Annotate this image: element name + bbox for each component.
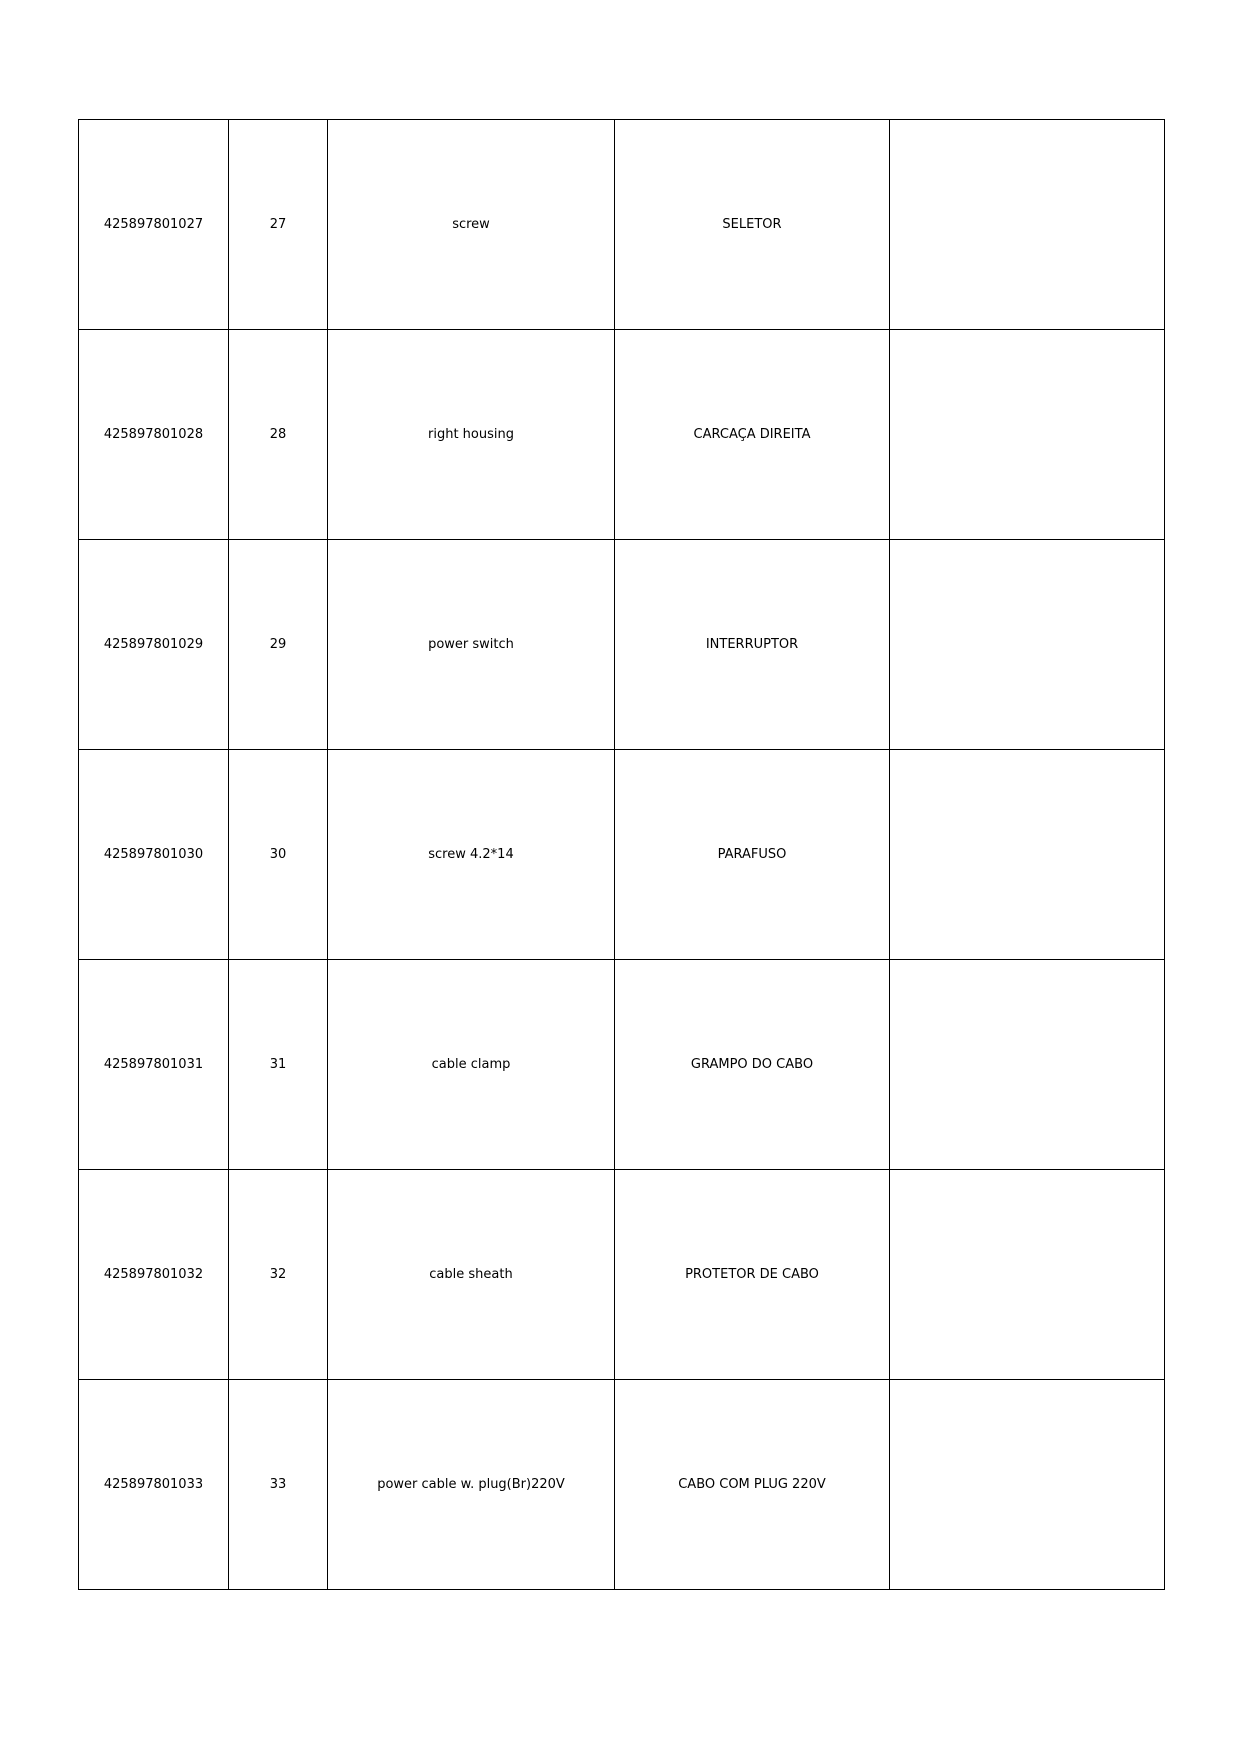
table-row [79, 1170, 1165, 1380]
english-description-cell: cable clamp [328, 960, 615, 1170]
part-code-cell: 425897801029 [79, 540, 229, 750]
portuguese-description-cell: GRAMPO DO CABO [615, 960, 890, 1170]
table-row [79, 1380, 1165, 1590]
part-code-cell: 425897801032 [79, 1170, 229, 1380]
table-row [79, 960, 1165, 1170]
position-cell: 29 [229, 540, 328, 750]
position-cell: 27 [229, 120, 328, 330]
part-code-cell: 425897801030 [79, 750, 229, 960]
portuguese-description-cell: INTERRUPTOR [615, 540, 890, 750]
english-description-cell: screw 4.2*14 [328, 750, 615, 960]
english-description-cell: screw [328, 120, 615, 330]
part-code-cell: 425897801033 [79, 1380, 229, 1590]
table-row [79, 120, 1165, 330]
note-cell [890, 1170, 1165, 1380]
position-cell: 31 [229, 960, 328, 1170]
english-description-cell: power cable w. plug(Br)220V [328, 1380, 615, 1590]
note-cell [890, 120, 1165, 330]
table-row [79, 330, 1165, 540]
table-row [79, 750, 1165, 960]
position-cell: 33 [229, 1380, 328, 1590]
part-code-cell: 425897801027 [79, 120, 229, 330]
portuguese-description-cell: CABO COM PLUG 220V [615, 1380, 890, 1590]
english-description-cell: right housing [328, 330, 615, 540]
portuguese-description-cell: SELETOR [615, 120, 890, 330]
note-cell [890, 750, 1165, 960]
portuguese-description-cell: CARCAÇA DIREITA [615, 330, 890, 540]
position-cell: 28 [229, 330, 328, 540]
note-cell [890, 1380, 1165, 1590]
note-cell [890, 960, 1165, 1170]
part-code-cell: 425897801028 [79, 330, 229, 540]
english-description-cell: cable sheath [328, 1170, 615, 1380]
note-cell [890, 540, 1165, 750]
table-row [79, 540, 1165, 750]
portuguese-description-cell: PARAFUSO [615, 750, 890, 960]
part-code-cell: 425897801031 [79, 960, 229, 1170]
note-cell [890, 330, 1165, 540]
parts-table [78, 119, 1165, 1590]
english-description-cell: power switch [328, 540, 615, 750]
position-cell: 30 [229, 750, 328, 960]
position-cell: 32 [229, 1170, 328, 1380]
portuguese-description-cell: PROTETOR DE CABO [615, 1170, 890, 1380]
